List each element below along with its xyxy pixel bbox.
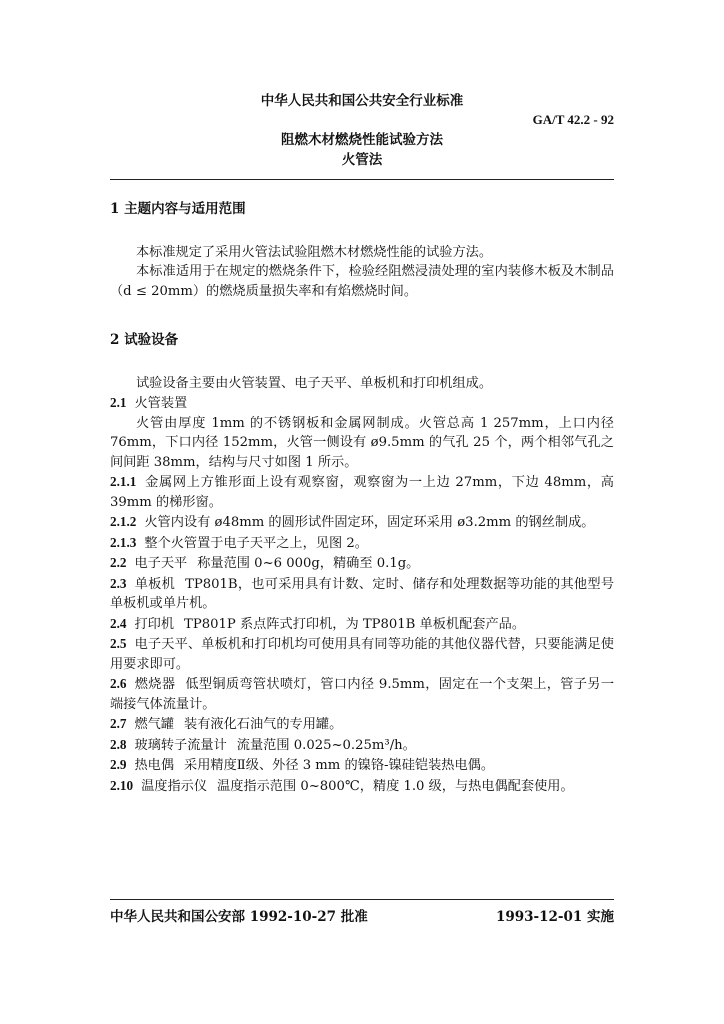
standard-code: GA/T 42.2 - 92 <box>532 112 614 127</box>
clause-item <box>110 533 614 554</box>
clause-number: 2.6 <box>110 676 127 691</box>
clause-text: 称量范围 0~6 000g，精确至 0.1g。 <box>197 556 420 571</box>
paragraph: 本标准适用于在规定的燃烧条件下，检验经阻燃浸渍处理的室内装修木板及木制品（d ≤ 20mm）的燃烧质量损失率和有焰燃烧时间。 <box>110 264 614 299</box>
clause-number: 2.1.3 <box>110 534 137 550</box>
clause-number: 2.8 <box>110 736 127 752</box>
paragraph: 火管由厚度 1mm 的不锈钢板和金属网制成。火管总高 1 257mm，上口内径 76mm，下口内径 152mm，火管一侧设有 ø9.5mm 的气孔 25 个，两个相邻气孔之间间距 38mm，结构与尺寸如图 1 所示。 <box>110 415 614 470</box>
clause-title: 打印机 <box>134 616 175 632</box>
clause-title: 火管装置 <box>134 396 188 411</box>
clause-item <box>110 674 614 714</box>
clause-text: 火管内设有 ø48mm 的圆形试件固定环，固定环采用 ø3.2mm 的钢丝制成。 <box>144 515 595 530</box>
clause-item <box>110 472 614 512</box>
clause-item <box>110 755 614 776</box>
doc-title: 阻燃木材燃烧性能试验方法 <box>281 132 443 148</box>
org-title: 中华人民共和国公共安全行业标准 <box>260 93 464 109</box>
clause-item <box>110 574 614 614</box>
clause-item <box>110 512 614 533</box>
clause-text: 电子天平、单板机和打印机均可使用具有同等功能的其他仪器代替，只要能满足使用要求即可。 <box>110 637 614 672</box>
section-heading-1: 1 主题内容与适用范围 <box>110 201 246 217</box>
clause-title: 电子天平 <box>134 556 188 571</box>
clause-item <box>110 776 614 797</box>
clause-text: 流量范围 0.025~0.25m³/h。 <box>236 737 416 753</box>
clause-item <box>110 614 614 635</box>
clause-title: 燃烧器 <box>134 677 176 692</box>
clause-number: 2.4 <box>110 615 127 631</box>
clause-number: 2.5 <box>110 636 127 651</box>
footer-effective-date: 1993-12-01 实施 <box>495 909 614 925</box>
header-rule <box>110 179 614 180</box>
clause-number: 2.3 <box>110 575 127 591</box>
clause-number: 2.1 <box>110 395 127 410</box>
clause-text: 温度指示范围 0~800℃，精度 1.0 级，与热电偶配套使用。 <box>217 778 574 794</box>
clause-text: 整个火管置于电子天平之上，见图 2。 <box>144 535 368 551</box>
clause-item <box>110 393 614 414</box>
clause-text: TP801B，也可采用具有计数、定时、储存和处理数据等功能的其他型号单板机或单片机。 <box>110 576 615 611</box>
doc-subtitle: 火管法 <box>341 152 383 168</box>
clause-text: 采用精度Ⅱ级、外径 3 mm 的镍铬-镍硅铠装热电偶。 <box>184 758 495 773</box>
clause-text: TP801P 系点阵式打印机，为 TP801B 单板机配套产品。 <box>184 616 526 632</box>
clause-title: 燃气罐 <box>134 717 175 732</box>
clause-number: 2.7 <box>110 716 127 731</box>
section-heading-2: 2 试验设备 <box>110 332 179 348</box>
clause-title: 温度指示仪 <box>141 778 208 794</box>
clause-title: 热电偶 <box>134 758 175 773</box>
clause-item <box>110 735 614 756</box>
clause-number: 2.1.2 <box>110 514 137 529</box>
clause-text: 低型铜质弯管状喷灯，管口内径 9.5mm，固定在一个支架上，管子另一端接气体流量计。 <box>110 677 615 712</box>
clause-text: 装有液化石油气的专用罐。 <box>184 717 343 732</box>
clause-number: 2.1.1 <box>110 474 137 489</box>
footer-issuer: 中华人民共和国公安部 1992-10-27 批准 <box>110 909 368 925</box>
clause-number: 2.10 <box>110 777 134 793</box>
clause-title: 玻璃转子流量计 <box>134 737 227 753</box>
clause-item <box>110 714 614 735</box>
document-body <box>110 200 614 796</box>
clause-title: 单板机 <box>134 576 176 592</box>
paragraph: 本标准规定了采用火管法试验阻燃木材燃烧性能的试验方法。 <box>136 244 493 260</box>
clause-item <box>110 553 614 574</box>
footer-rule <box>110 899 614 900</box>
clause-item <box>110 634 614 674</box>
clause-number: 2.2 <box>110 555 127 570</box>
clause-number: 2.9 <box>110 757 127 772</box>
clause-text: 金属网上方锥形面上设有观察窗，观察窗为一上边 27mm，下边 48mm，高 39mm 的梯形窗。 <box>110 475 614 510</box>
paragraph: 试验设备主要由火管装置、电子天平、单板机和打印机组成。 <box>136 375 493 391</box>
